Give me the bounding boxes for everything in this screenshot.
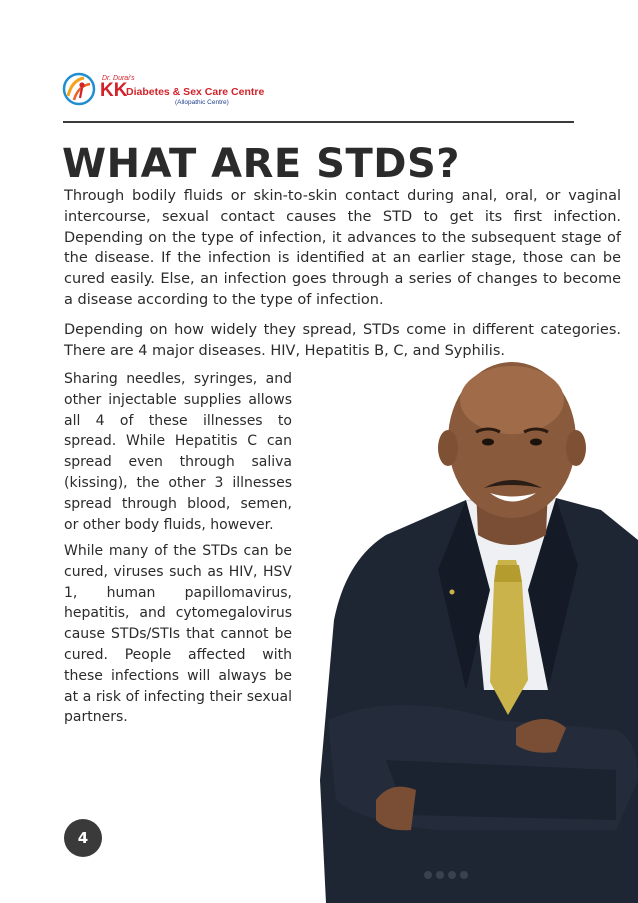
page-number-badge: 4 [64,819,102,857]
logo-subtitle: (Allopathic Centre) [175,99,229,106]
clinic-emblem-icon [62,72,96,106]
logo-initials: KK [100,80,128,101]
incurable-paragraph: While many of the STDs can be cured, viruses such as HIV, HSV 1, human papillomavirus, hepatitis, and cytomegalovirus cause STDs/STIs that cannot be cured. People affected with these infections will always be at a risk of infecting their sexual partners. [64,543,292,726]
doctor-portrait [316,360,638,903]
page-title: WHAT ARE STDS? [62,141,460,187]
categories-paragraph: Depending on how widely they spread, STDs come in different categories. There are 4 major diseases. HIV, Hepatitis B, C, and Syphilis. [64,322,621,359]
logo-prefix: Dr. Durai's [102,75,135,82]
logo-name: Diabetes & Sex Care Centre [126,86,265,98]
spread-paragraph: Sharing needles, syringes, and other injectable supplies allows all 4 of these illnesses to spread. While Hepatitis C can spread even through saliva (kissing), the other 3 illnesses spread through blood, semen, or other body fluids, however. [64,371,292,533]
clinic-logo [62,72,265,112]
header-divider [63,121,574,123]
intro-paragraph: Through bodily fluids or skin-to-skin contact during anal, oral, or vaginal intercourse, sexual contact causes the STD to get its first infection. Depending on the type of infection, it advances to the subsequent stage of the disease. If the infection is identified at an earlier stage, those can be cured easily. Else, an infection goes through a series of changes to become a disease according to the type of infection. [64,188,621,308]
